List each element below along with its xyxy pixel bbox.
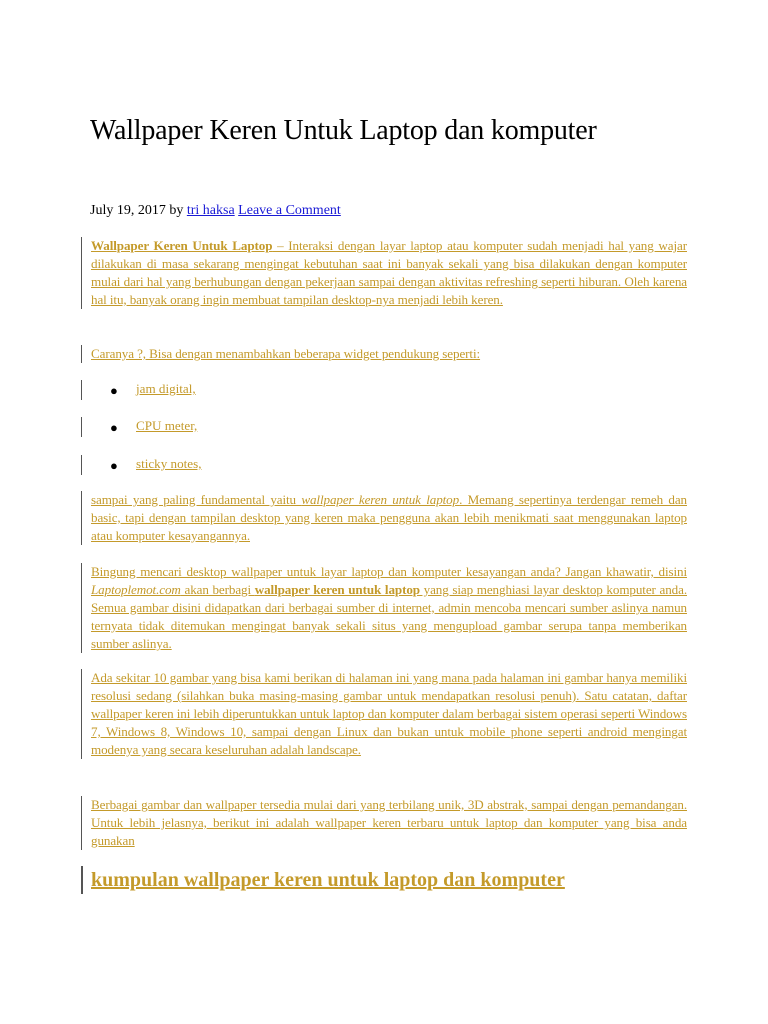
- bingung-text-a: Bingung mencari desktop wallpaper untuk layar laptop dan komputer kesayangan anda? Jangan khawatir, disini: [91, 564, 687, 579]
- caranya-paragraph[interactable]: Caranya ?, Bisa dengan menambahkan beberapa widget pendukung seperti:: [81, 345, 687, 363]
- article-title: Wallpaper Keren Untuk Laptop dan komputer: [90, 115, 597, 146]
- list-item[interactable]: [81, 417, 198, 437]
- bingung-text-c: yang siap menghiasi layar desktop komputer anda. Semua gambar disini didapatkan dari berbagai sumber di internet, admin mencoba mencari sumber aslinya namun ternyata tidak ditemukan mengingat banyak sekali situs yang mengupload gambar serupa tanpa memberikan sumber aslinya.: [91, 582, 687, 651]
- list-item-label: jam digital,: [136, 381, 196, 396]
- list-item[interactable]: [81, 455, 202, 475]
- bullet-icon: ●: [110, 420, 118, 435]
- bingung-paragraph[interactable]: [81, 563, 687, 653]
- leave-comment-link[interactable]: Leave a Comment: [238, 203, 341, 218]
- bingung-bold: wallpaper keren untuk laptop: [254, 582, 420, 597]
- berbagai-paragraph[interactable]: Berbagai gambar dan wallpaper tersedia mulai dari yang terbilang unik, 3D abstrak, sampai dengan pemandangan. Untuk lebih jelasnya, berikut ini adalah wallpaper keren terbaru untuk laptop dan komputer yang bisa anda gunakan: [81, 796, 687, 850]
- list-item[interactable]: [81, 380, 196, 400]
- fundamental-paragraph[interactable]: [81, 491, 687, 545]
- post-date: July 19, 2017: [90, 203, 166, 218]
- bullet-icon: ●: [110, 458, 118, 473]
- fundamental-text-a: sampai yang paling fundamental yaitu: [91, 492, 302, 507]
- intro-text: – Interaksi dengan layar laptop atau komputer sudah menjadi hal yang wajar dilakukan di masa sekarang mengingat kebutuhan saat ini banyak sekali yang bisa dilakukan dengan komputer mulai dari hal yang berhubungan dengan pekerjaan sampai dengan aktivitas refreshing seperti hiburan. Oleh karena hal itu, banyak orang ingin membuat tampilan desktop-nya menjadi lebih keren.: [91, 238, 687, 307]
- bingung-text-b: akan berbagi: [180, 582, 255, 597]
- intro-paragraph[interactable]: [81, 237, 687, 309]
- by-label: by: [169, 203, 184, 218]
- article-meta: [90, 202, 341, 220]
- fundamental-text-b: . Memang sepertinya terdengar remeh dan basic, tapi dengan tampilan desktop yang keren maka pengguna akan lebih menikmati saat menggunakan laptop atau komputer kesayangannya.: [91, 492, 687, 543]
- site-name: Laptoplemot.com: [91, 582, 181, 597]
- list-item-label: sticky notes,: [136, 456, 202, 471]
- intro-lead: Wallpaper Keren Untuk Laptop: [91, 238, 273, 253]
- author-link[interactable]: tri haksa: [186, 203, 235, 218]
- list-item-label: CPU meter,: [136, 418, 198, 433]
- sekitar-paragraph[interactable]: Ada sekitar 10 gambar yang bisa kami berikan di halaman ini yang mana pada halaman ini gambar hanya memiliki resolusi sedang (silahkan buka masing-masing gambar untuk mendapatkan resolusi penuh). Satu catatan, daftar wallpaper keren ini lebih diperuntukkan untuk laptop dan komputer dalam berbagai sistem operasi seperti Windows 7, Windows 8, Windows 10, sampai dengan Linux dan bukan untuk mobile phone seperti android mengingat modenya yang secara keseluruhan adalah landscape.: [81, 669, 687, 759]
- fundamental-italic: wallpaper keren untuk laptop: [301, 492, 460, 507]
- bullet-icon: ●: [110, 383, 118, 398]
- section-heading[interactable]: kumpulan wallpaper keren untuk laptop dan komputer: [81, 866, 565, 894]
